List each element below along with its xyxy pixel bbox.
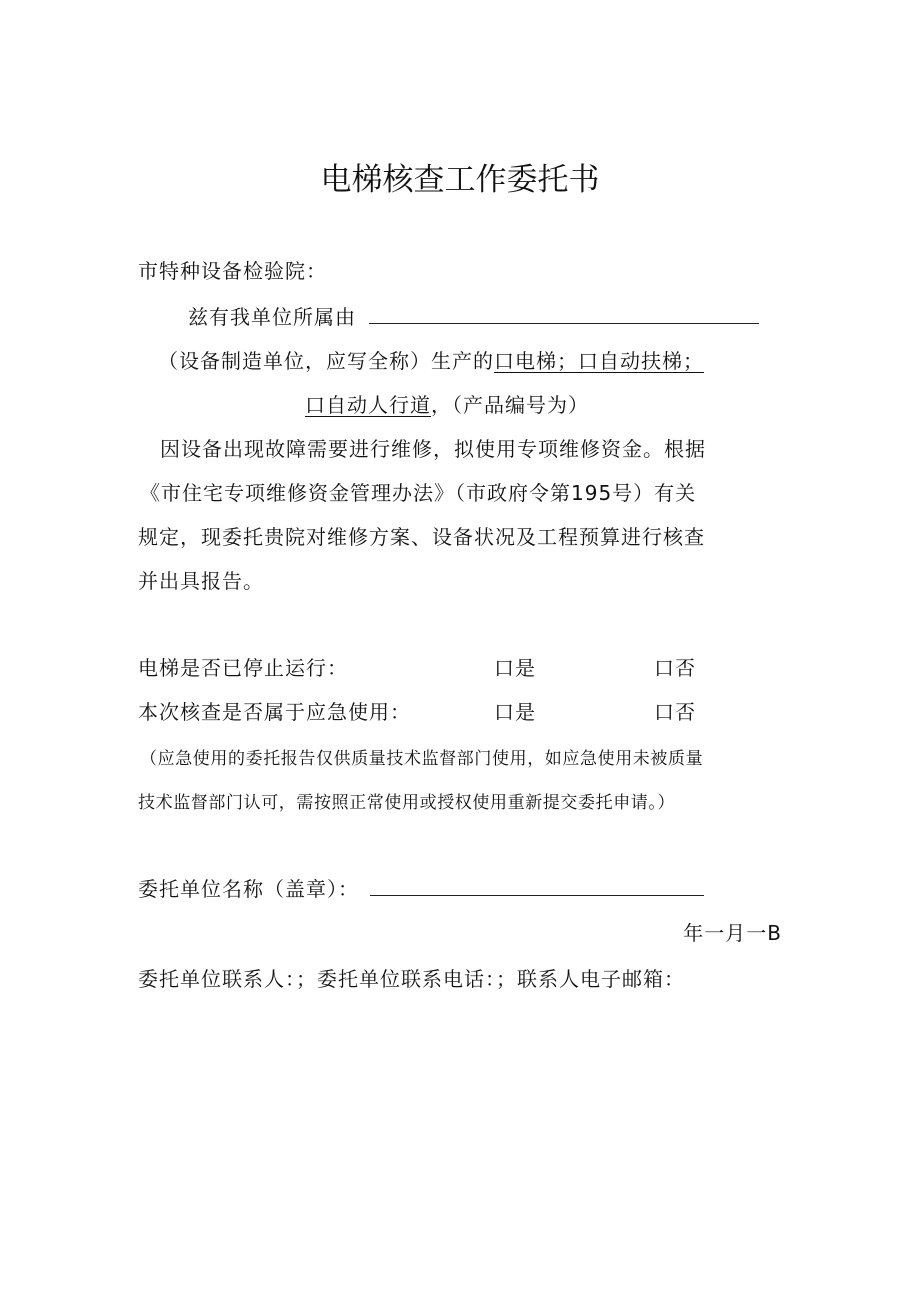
contacts-line: 委托单位联系人：；委托单位联系电话：；联系人电子邮箱： — [138, 967, 685, 991]
para1-product-line — [305, 392, 589, 418]
yes-checkbox[interactable]: 口是 — [494, 656, 536, 680]
question-label: 电梯是否已停止运行： — [138, 656, 348, 680]
note-line: 技术监督部门认可，需按照正常使用或授权使用重新提交委托申请。） — [138, 793, 676, 813]
body-line: 《市住宅专项维修资金管理办法》（市政府令第195号）有关 — [140, 481, 697, 505]
date-line: 年一月一B — [683, 921, 782, 945]
equipment-type-option-walkway[interactable]: 口自动人行道 — [305, 393, 431, 417]
company-name-blank[interactable] — [370, 877, 704, 896]
body-line: 规定，现委托贵院对维修方案、设备状况及工程预算进行核查 — [138, 525, 705, 549]
signature-label: 委托单位名称（盖章）： — [138, 877, 359, 901]
no-checkbox[interactable]: 口否 — [654, 700, 696, 724]
addressee: 市特种设备检验院： — [138, 259, 327, 283]
para1-intro-line — [188, 304, 759, 330]
equipment-type-options[interactable]: 口电梯；口自动扶梯； — [494, 349, 704, 373]
document-title: 电梯核查工作委托书 — [320, 162, 600, 197]
product-number-label: ，（产品编号为） — [431, 393, 589, 417]
manufacturer-note: （设备制造单位，应写全称）生产的 — [158, 349, 494, 373]
body-line: 因设备出现故障需要进行维修，拟使用专项维修资金。根据 — [160, 437, 706, 461]
signature-line — [138, 876, 704, 902]
question-label: 本次核查是否属于应急使用： — [138, 700, 411, 724]
body-line: 并出具报告。 — [138, 569, 264, 593]
note-line: （应急使用的委托报告仅供质量技术监督部门使用，如应急使用未被质量 — [140, 749, 704, 769]
manufacturer-blank[interactable] — [369, 305, 759, 324]
yes-checkbox[interactable]: 口是 — [494, 700, 536, 724]
no-checkbox[interactable]: 口否 — [654, 656, 696, 680]
para1-intro: 兹有我单位所属由 — [188, 305, 356, 329]
para1-options-line — [158, 348, 704, 374]
